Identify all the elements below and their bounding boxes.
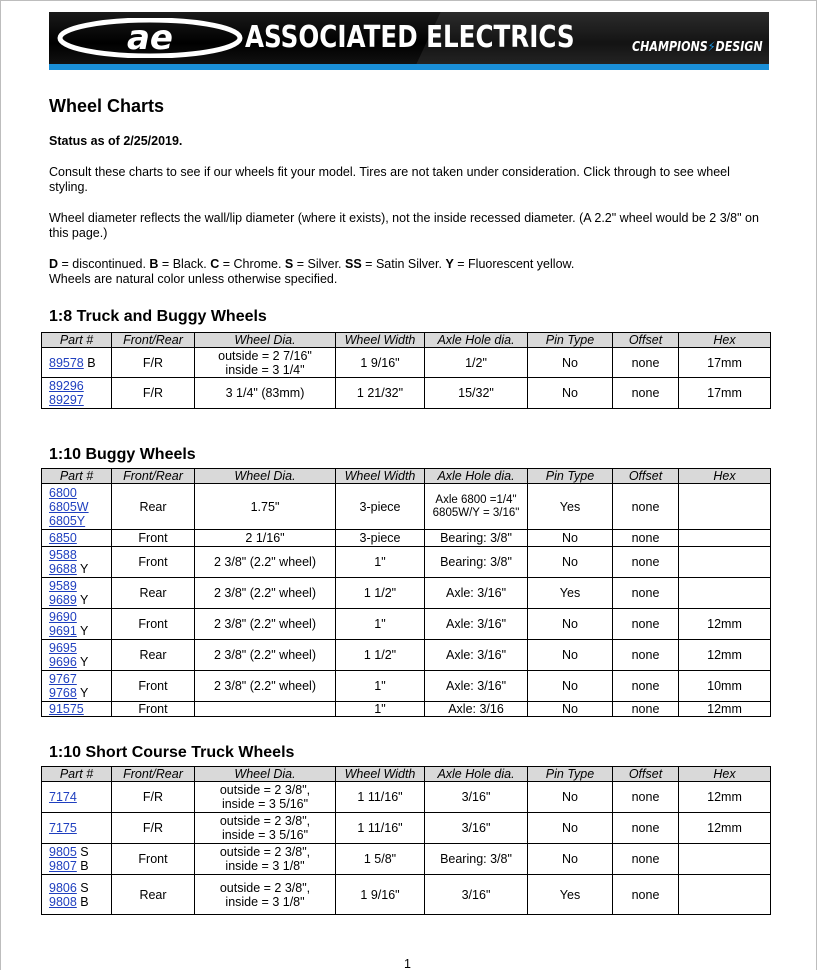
page-title: Wheel Charts	[49, 96, 165, 116]
color-code: Y	[76, 686, 89, 700]
wheel-width-cell: 1 11/16"	[336, 782, 425, 813]
wheel-dia-cell	[195, 640, 336, 671]
hex-cell: 12mm	[679, 813, 771, 844]
axle-hole-cell	[425, 671, 528, 702]
wheel-dia-cell	[195, 875, 336, 915]
wheel-width-cell: 1 1/2"	[336, 640, 425, 671]
hex-cell	[679, 578, 771, 609]
pin-type-cell: Yes	[528, 578, 613, 609]
wheel-dia-cell-line: outside = 2 7/16"	[218, 348, 312, 363]
wheel-dia-cell-line: 3 1/4" (83mm)	[225, 386, 305, 400]
axle-hole-cell	[425, 348, 528, 378]
column-header: Pin Type	[528, 767, 613, 782]
pin-type-cell: No	[528, 640, 613, 671]
front-rear-cell: F/R	[112, 813, 195, 844]
wheel-dia-cell-line: outside = 2 3/8",	[219, 845, 311, 859]
column-header: Wheel Dia.	[195, 767, 336, 782]
banner-accent-stripe	[49, 64, 769, 70]
tagline	[632, 40, 763, 55]
table-row	[42, 530, 771, 547]
column-header: Hex	[679, 333, 771, 348]
part-link[interactable]: 89578	[49, 355, 84, 370]
part-link[interactable]: 9808	[49, 894, 77, 909]
axle-hole-cell	[425, 640, 528, 671]
color-code: Y	[76, 624, 89, 638]
hex-cell: 17mm	[679, 348, 771, 378]
table-row	[42, 702, 771, 717]
column-header: Wheel Width	[336, 469, 425, 484]
part-number-cell	[42, 609, 112, 640]
hex-cell: 12mm	[679, 640, 771, 671]
pin-type-cell: No	[528, 844, 613, 875]
column-header: Wheel Dia.	[195, 469, 336, 484]
status-line: Status as of 2/25/2019.	[49, 134, 183, 148]
hex-cell: 12mm	[679, 702, 771, 717]
column-header: Hex	[679, 469, 771, 484]
pin-type-cell: No	[528, 782, 613, 813]
part-number-cell	[42, 782, 112, 813]
wheel-table-1-8	[41, 332, 771, 409]
offset-cell: none	[613, 844, 679, 875]
section-title-1-10-sct: 1:10 Short Course Truck Wheels	[49, 744, 295, 761]
part-link[interactable]: 9768	[49, 686, 77, 700]
hex-cell	[679, 875, 771, 915]
wheel-width-cell: 1 1/2"	[336, 578, 425, 609]
axle-hole-cell-line: Axle: 3/16"	[445, 617, 507, 631]
table-row	[42, 378, 771, 409]
table-row	[42, 844, 771, 875]
part-link[interactable]: 9588	[49, 548, 77, 562]
wheel-width-cell: 1"	[336, 702, 425, 717]
part-link[interactable]: 9691	[49, 624, 77, 638]
part-link[interactable]: 6805W	[49, 499, 89, 514]
part-number-cell	[42, 844, 112, 875]
wheel-width-cell: 1 9/16"	[336, 348, 425, 378]
table-row	[42, 782, 771, 813]
column-header: Offset	[613, 333, 679, 348]
offset-cell: none	[613, 813, 679, 844]
part-link[interactable]: 7175	[49, 821, 77, 835]
front-rear-cell: Front	[112, 547, 195, 578]
offset-cell: none	[613, 640, 679, 671]
part-number-cell	[42, 813, 112, 844]
part-link[interactable]: 89297	[49, 393, 84, 407]
pin-type-cell: No	[528, 547, 613, 578]
wheel-dia-cell-line: inside = 3 1/8"	[225, 894, 305, 909]
wheel-dia-cell-line: 2 1/16"	[245, 531, 285, 545]
wheel-dia-cell-line: outside = 2 3/8",	[219, 783, 311, 797]
column-header: Wheel Dia.	[195, 333, 336, 348]
column-header: Wheel Width	[336, 767, 425, 782]
wheel-dia-cell	[195, 671, 336, 702]
header-row	[42, 767, 771, 782]
table-row	[42, 875, 771, 915]
color-code: S	[76, 845, 89, 859]
hex-cell: 12mm	[679, 609, 771, 640]
part-number-cell	[42, 378, 112, 409]
axle-hole-cell-line: Axle 6800 =1/4"	[435, 493, 517, 506]
column-header: Axle Hole dia.	[425, 469, 528, 484]
wheel-dia-cell	[195, 702, 336, 717]
part-link[interactable]: 6805Y	[49, 513, 86, 528]
pin-type-cell: No	[528, 530, 613, 547]
wheel-dia-cell	[195, 484, 336, 530]
section-title-1-8: 1:8 Truck and Buggy Wheels	[49, 308, 267, 325]
part-number-cell	[42, 484, 112, 530]
wheel-dia-cell-line: inside = 3 5/16"	[221, 828, 309, 842]
part-number-cell	[42, 348, 112, 378]
axle-hole-cell-line: 6805W/Y = 3/16"	[432, 506, 520, 519]
front-rear-cell: Front	[112, 844, 195, 875]
hex-cell	[679, 484, 771, 530]
table-row	[42, 578, 771, 609]
part-number-cell	[42, 640, 112, 671]
pin-type-cell: No	[528, 609, 613, 640]
axle-hole-cell	[425, 782, 528, 813]
front-rear-cell: Rear	[112, 875, 195, 915]
wheel-width-cell: 1"	[336, 609, 425, 640]
column-header: Wheel Width	[336, 333, 425, 348]
table-row	[42, 547, 771, 578]
column-header: Offset	[613, 767, 679, 782]
front-rear-cell: F/R	[112, 348, 195, 378]
column-header: Offset	[613, 469, 679, 484]
pin-type-cell: No	[528, 378, 613, 409]
axle-hole-cell-line: Bearing: 3/8"	[440, 531, 512, 545]
axle-hole-cell	[425, 609, 528, 640]
color-code: B	[83, 355, 96, 370]
hex-cell: 12mm	[679, 782, 771, 813]
page-number: 1	[404, 957, 411, 971]
table-row	[42, 813, 771, 844]
pin-type-cell: Yes	[528, 484, 613, 530]
header-row	[42, 469, 771, 484]
axle-hole-cell-line: 3/16"	[461, 887, 491, 902]
column-header: Pin Type	[528, 333, 613, 348]
part-number-cell	[42, 530, 112, 547]
wheel-dia-cell	[195, 844, 336, 875]
axle-hole-cell	[425, 484, 528, 530]
part-number-cell	[42, 578, 112, 609]
color-code: Y	[76, 655, 89, 669]
offset-cell: none	[613, 702, 679, 717]
axle-hole-cell-line: 3/16"	[461, 821, 491, 835]
offset-cell: none	[613, 578, 679, 609]
front-rear-cell: Rear	[112, 640, 195, 671]
wheel-dia-cell-line: inside = 3 5/16"	[221, 797, 309, 811]
offset-cell: none	[613, 875, 679, 915]
front-rear-cell: F/R	[112, 782, 195, 813]
pin-type-cell: No	[528, 671, 613, 702]
wheel-width-cell: 1 9/16"	[336, 875, 425, 915]
pin-type-cell: No	[528, 348, 613, 378]
wheel-dia-cell	[195, 578, 336, 609]
offset-cell: none	[613, 609, 679, 640]
wheel-width-cell: 3-piece	[336, 484, 425, 530]
hex-cell	[679, 547, 771, 578]
wheel-width-cell: 1 21/32"	[336, 378, 425, 409]
part-link[interactable]: 6850	[49, 531, 77, 545]
wheel-dia-cell-line: 1.75"	[250, 499, 280, 514]
wheel-dia-cell-line: inside = 3 1/8"	[225, 859, 305, 873]
part-number-cell	[42, 875, 112, 915]
part-number-cell	[42, 547, 112, 578]
part-link[interactable]: 9806	[49, 880, 77, 895]
offset-cell: none	[613, 378, 679, 409]
wheel-dia-cell-line: 2 3/8" (2.2" wheel)	[214, 648, 316, 662]
column-header: Part #	[42, 333, 112, 348]
wheel-dia-cell-line: 2 3/8" (2.2" wheel)	[214, 617, 316, 631]
column-header: Part #	[42, 469, 112, 484]
brand-name: ASSOCIATED ELECTRICS	[245, 20, 575, 55]
column-header: Hex	[679, 767, 771, 782]
axle-hole-cell	[425, 702, 528, 717]
wheel-width-cell: 3-piece	[336, 530, 425, 547]
bolt-icon: ⚡	[708, 40, 716, 55]
wheel-width-cell: 1 5/8"	[336, 844, 425, 875]
pin-type-cell: No	[528, 702, 613, 717]
table-row	[42, 671, 771, 702]
wheel-table-1-10-buggy	[41, 468, 771, 717]
ae-logo-icon	[57, 18, 243, 58]
part-link[interactable]: 9589	[49, 579, 77, 593]
offset-cell: none	[613, 547, 679, 578]
pin-type-cell: No	[528, 813, 613, 844]
wheel-dia-cell-line: inside = 3 1/4"	[225, 362, 305, 377]
column-header: Front/Rear	[112, 767, 195, 782]
color-code: S	[76, 880, 89, 895]
axle-hole-cell-line: Axle: 3/16	[448, 702, 504, 716]
axle-hole-cell-line: 3/16"	[461, 790, 491, 804]
hex-cell	[679, 844, 771, 875]
column-header: Axle Hole dia.	[425, 767, 528, 782]
section-title-1-10-buggy: 1:10 Buggy Wheels	[49, 446, 196, 463]
offset-cell: none	[613, 782, 679, 813]
front-rear-cell: Front	[112, 702, 195, 717]
intro-paragraph: Consult these charts to see if our wheels fit your model. Tires are not taken under consideration. Click through to see wheel styling.	[49, 165, 730, 194]
natural-color-note: Wheels are natural color unless otherwise specified.	[49, 272, 338, 286]
column-header: Front/Rear	[112, 469, 195, 484]
wheel-dia-cell-line: outside = 2 3/8",	[219, 880, 311, 895]
offset-cell: none	[613, 348, 679, 378]
offset-cell: none	[613, 530, 679, 547]
table-row	[42, 609, 771, 640]
hex-cell: 10mm	[679, 671, 771, 702]
part-link[interactable]: 91575	[49, 702, 84, 716]
wheel-dia-cell	[195, 530, 336, 547]
wheel-dia-cell	[195, 547, 336, 578]
axle-hole-cell	[425, 378, 528, 409]
color-code: Y	[76, 562, 89, 576]
axle-hole-cell-line: Axle: 3/16"	[445, 648, 507, 662]
wheel-dia-cell	[195, 378, 336, 409]
part-number-cell	[42, 671, 112, 702]
axle-hole-cell-line: 15/32"	[458, 386, 494, 400]
part-number-cell	[42, 702, 112, 717]
color-code: B	[76, 859, 89, 873]
wheel-width-cell: 1"	[336, 671, 425, 702]
table-row	[42, 484, 771, 530]
column-header: Pin Type	[528, 469, 613, 484]
wheel-dia-cell-line: 2 3/8" (2.2" wheel)	[214, 555, 316, 569]
offset-cell: none	[613, 484, 679, 530]
wheel-dia-cell	[195, 348, 336, 378]
axle-hole-cell	[425, 813, 528, 844]
color-code: Y	[76, 593, 89, 607]
hex-cell: 17mm	[679, 378, 771, 409]
wheel-dia-cell-line: outside = 2 3/8",	[219, 814, 311, 828]
wheel-dia-cell	[195, 609, 336, 640]
axle-hole-cell	[425, 844, 528, 875]
offset-cell: none	[613, 671, 679, 702]
part-link[interactable]: 9805	[49, 845, 77, 859]
diameter-note: Wheel diameter reflects the wall/lip diameter (where it exists), not the inside recessed diameter. (A 2.2" wheel would be 2 3/8" on this page.)	[49, 211, 759, 240]
axle-hole-cell-line: 1/2"	[465, 355, 487, 370]
front-rear-cell: Rear	[112, 484, 195, 530]
wheel-width-cell: 1"	[336, 547, 425, 578]
header-row	[42, 333, 771, 348]
wheel-table-1-10-sct	[41, 766, 771, 915]
legend-paragraph: D = discontinued. B = Black. C = Chrome. S = Silver. SS = Satin Silver. Y = Fluorescent yellow. Wheels are natural color unless otherwise specified.	[49, 257, 575, 286]
wheel-dia-cell	[195, 782, 336, 813]
table-row	[42, 348, 771, 378]
column-header: Part #	[42, 767, 112, 782]
axle-hole-cell	[425, 578, 528, 609]
wheel-width-cell: 1 11/16"	[336, 813, 425, 844]
hex-cell	[679, 530, 771, 547]
wheel-dia-cell-line: 2 3/8" (2.2" wheel)	[214, 586, 316, 600]
brand-banner	[49, 12, 769, 64]
axle-hole-cell	[425, 875, 528, 915]
wheel-dia-cell	[195, 813, 336, 844]
front-rear-cell: F/R	[112, 378, 195, 409]
part-link[interactable]: 9690	[49, 610, 77, 624]
column-header: Front/Rear	[112, 333, 195, 348]
axle-hole-cell-line: Bearing: 3/8"	[440, 555, 512, 569]
pin-type-cell: Yes	[528, 875, 613, 915]
tagline-part-a: CHAMPIONS	[632, 40, 709, 55]
tagline-part-b: DESIGN	[715, 40, 763, 55]
part-link[interactable]: 6800	[49, 485, 77, 500]
part-link[interactable]: 7174	[49, 790, 77, 804]
part-link[interactable]: 9807	[49, 859, 77, 873]
axle-hole-cell-line: Bearing: 3/8"	[440, 852, 512, 866]
front-rear-cell: Front	[112, 671, 195, 702]
front-rear-cell: Front	[112, 530, 195, 547]
column-header: Axle Hole dia.	[425, 333, 528, 348]
front-rear-cell: Rear	[112, 578, 195, 609]
part-link[interactable]: 9767	[49, 672, 77, 686]
color-code: B	[76, 894, 89, 909]
front-rear-cell: Front	[112, 609, 195, 640]
part-link[interactable]: 9688	[49, 562, 77, 576]
part-link[interactable]: 9689	[49, 593, 77, 607]
part-link[interactable]: 9696	[49, 655, 77, 669]
part-link[interactable]: 9695	[49, 641, 77, 655]
logo-text: ae	[126, 18, 174, 58]
axle-hole-cell-line: Axle: 3/16"	[445, 679, 507, 693]
axle-hole-cell	[425, 547, 528, 578]
table-row	[42, 640, 771, 671]
axle-hole-cell-line: Axle: 3/16"	[445, 586, 507, 600]
part-link[interactable]: 89296	[49, 379, 84, 393]
axle-hole-cell	[425, 530, 528, 547]
wheel-dia-cell-line: 2 3/8" (2.2" wheel)	[214, 679, 316, 693]
